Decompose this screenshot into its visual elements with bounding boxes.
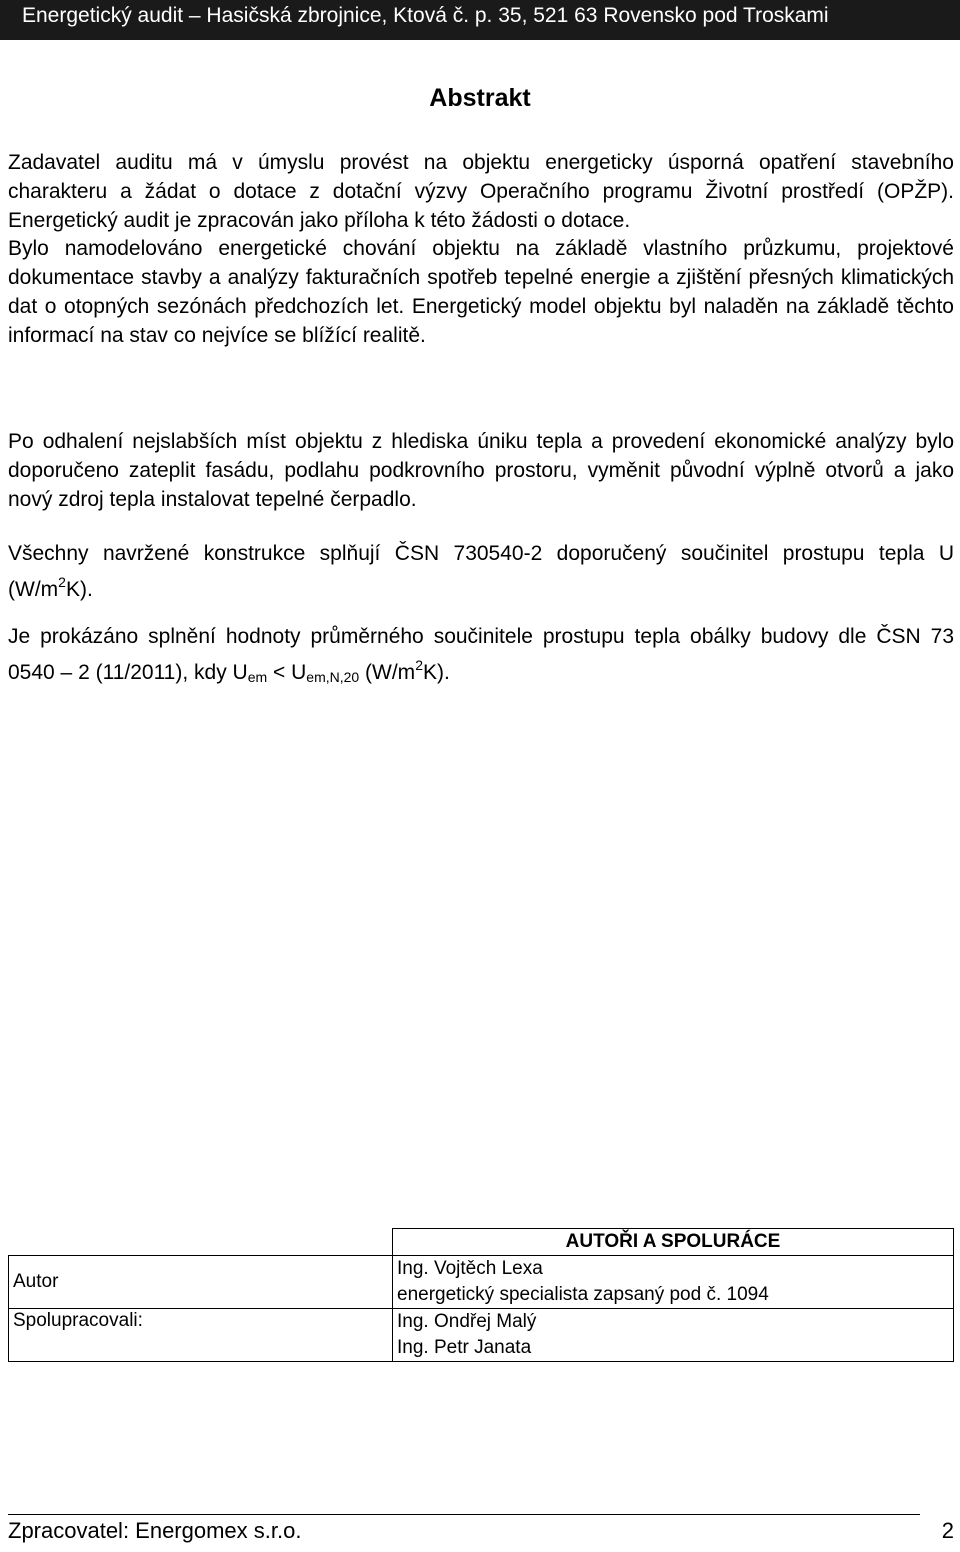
authors-table-heading: AUTOŘI A SPOLURÁCE [393, 1229, 954, 1256]
compliance-text-4: K). [422, 661, 450, 684]
collaborators-values [393, 1309, 954, 1362]
subscript-em: em [247, 669, 268, 685]
constructions-text-end: K). [65, 578, 93, 601]
author-values [393, 1256, 954, 1309]
author-specialization: energetický specialista zapsaný pod č. 1094 [397, 1284, 769, 1305]
compliance-text-2: < U [267, 661, 307, 684]
page-number: 2 [941, 1518, 954, 1543]
paragraph-constructions [8, 539, 954, 604]
collaborator-name: Ing. Ondřej Malý [397, 1311, 537, 1332]
footer-processor: Zpracovatel: Energomex s.r.o. [8, 1518, 302, 1543]
collaborators-label: Spolupracovali: [9, 1309, 393, 1362]
unit-superscript: 2 [415, 657, 423, 673]
paragraph-recommendations: Po odhalení nejslabších míst objektu z hlediska úniku tepla a provedení ekonomické analýzy bylo doporučeno zateplit fasádu, podlahu podkrovního prostoru, vyměnit původní výplně otvorů a jako nový zdroj tepla instalovat tepelné čerpadlo. [8, 430, 954, 511]
compliance-text-1: Je prokázáno splnění hodnoty průměrného součinitele prostupu tepla obálky budovy dle ČSN 73 0540 – 2 (11/2011), kdy U [8, 625, 954, 684]
compliance-text-3: (W/m [359, 661, 416, 684]
footer-divider [8, 1514, 920, 1515]
page-header [0, 0, 960, 40]
header-text: Energetický audit – Hasičská zbrojnice, Ktová č. p. 35, 521 63 Rovensko pod Troskami [22, 4, 829, 27]
paragraph-intro: Zadavatel auditu má v úmyslu provést na objektu energeticky úsporná opatření stavebního charakteru a žádat o dotace z dotační výzvy Operačního programu Životní prostředí (OPŽP). Energetický audit je zpracován jako příloha k této žádosti o dotace. [8, 151, 954, 232]
authors-table-corner [9, 1229, 393, 1256]
author-name: Ing. Vojtěch Lexa [397, 1258, 543, 1279]
authors-table [8, 1228, 954, 1362]
table-row [9, 1309, 954, 1362]
collaborator-name: Ing. Petr Janata [397, 1337, 532, 1358]
author-label: Autor [9, 1256, 393, 1309]
paragraph-model: Bylo namodelováno energetické chování objektu na základě vlastního průzkumu, projektové dokumentace stavby a analýzy fakturačních spotřeb tepelné energie a zjištění přesných klimatických dat o otopných sezónách předchozích let. Energetický model objektu byl naladěn na základě těchto informací na stav co nejvíce se blížící realitě. [8, 237, 954, 347]
subscript-em-n-20: em,N,20 [306, 669, 360, 685]
table-row [9, 1256, 954, 1309]
document-title: Abstrakt [429, 84, 531, 112]
paragraph-compliance [8, 622, 954, 692]
constructions-text: Všechny navržené konstrukce splňují ČSN 730540-2 doporučený součinitel prostupu tepla U (W/m [8, 542, 954, 601]
unit-superscript: 2 [58, 574, 66, 590]
